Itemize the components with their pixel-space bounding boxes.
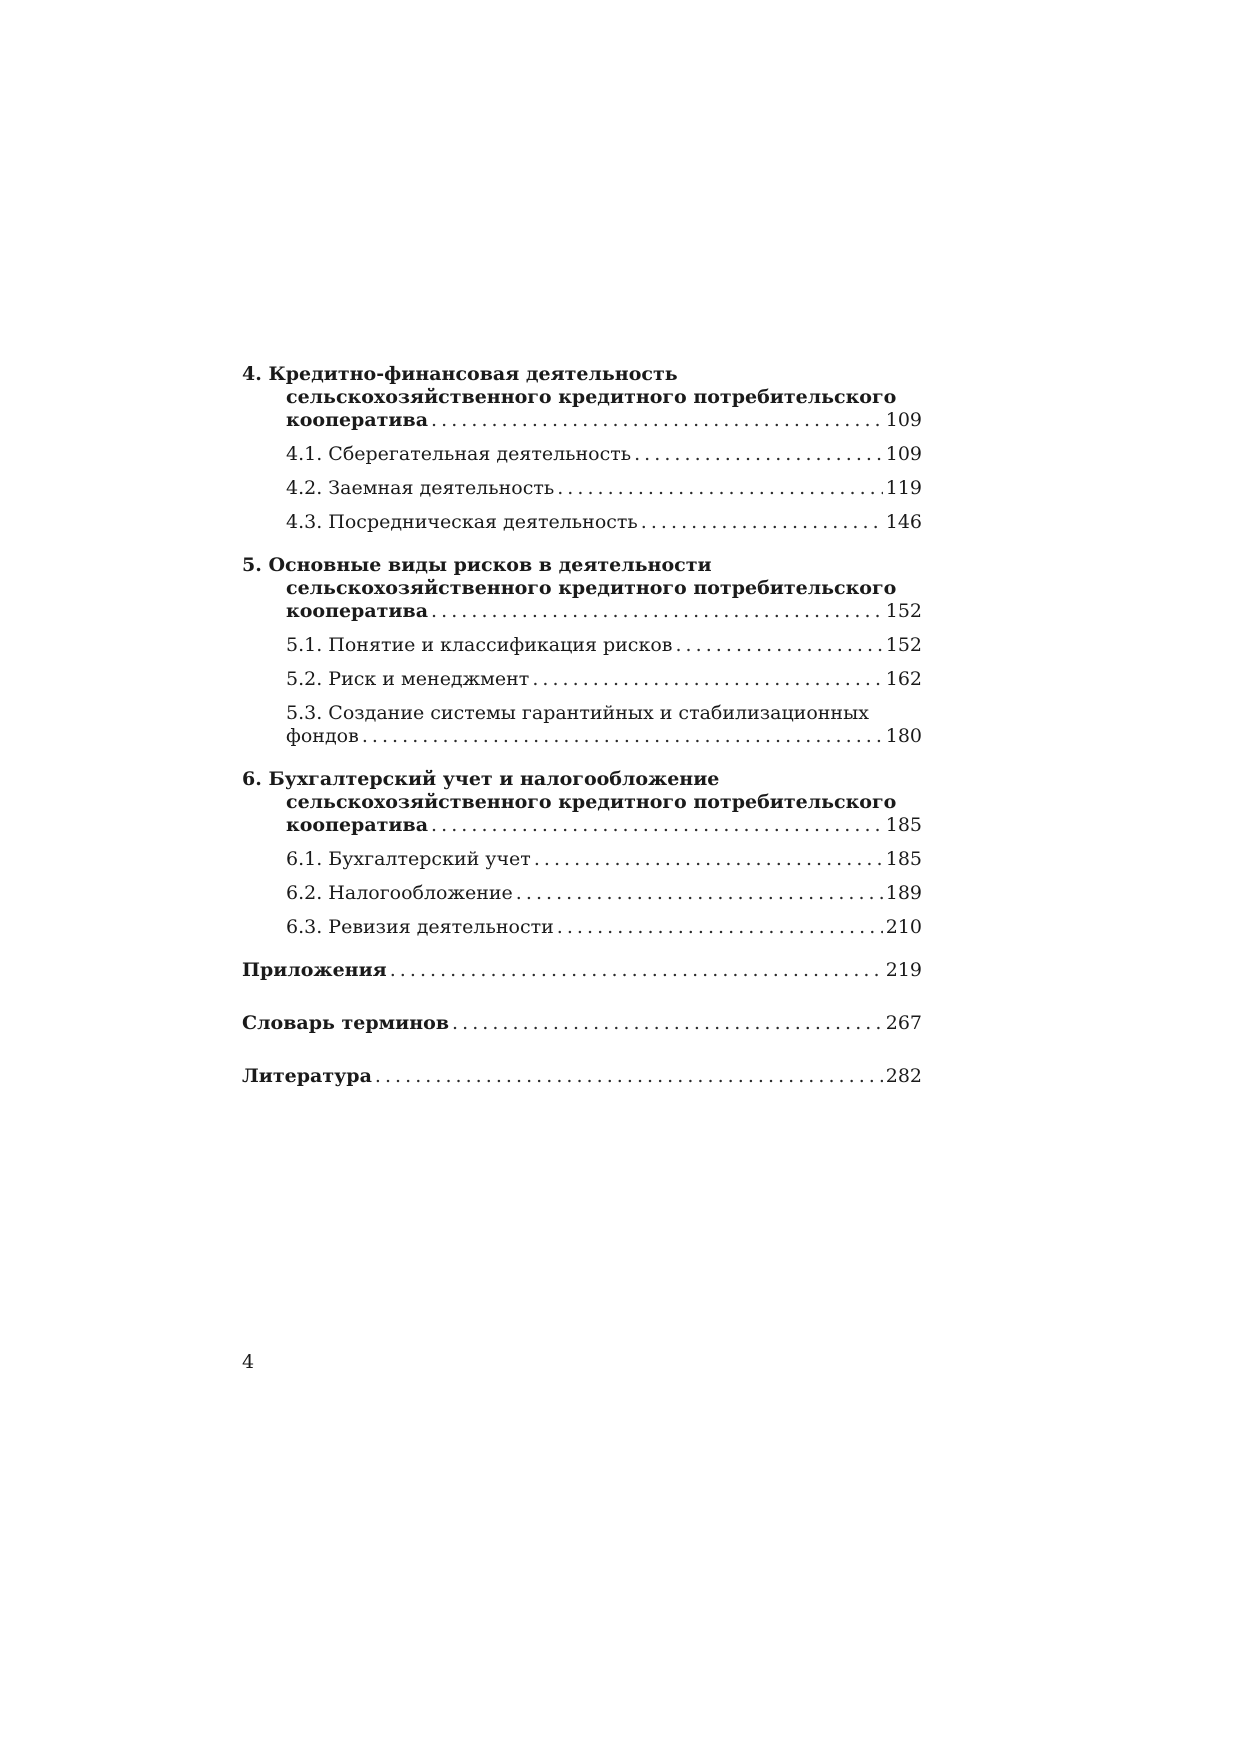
section-label: 5.1. Понятие и классификация рисков — [286, 634, 673, 656]
dot-leader — [557, 477, 883, 500]
dot-leader — [557, 916, 883, 939]
toc-section-entry[interactable] — [242, 882, 922, 905]
chapter-title-line: сельскохозяйственного кредитного потребительского — [286, 386, 897, 408]
table-of-contents — [242, 363, 922, 1118]
page-ref: 152 — [885, 634, 922, 656]
chapter-title — [242, 768, 922, 837]
section-label: 4.3. Посредническая деятельность — [286, 511, 638, 533]
toc-chapter-5 — [242, 554, 922, 748]
toc-section-entry[interactable] — [242, 634, 922, 657]
section-label: 6.1. Бухгалтерский учет — [286, 848, 531, 870]
chapter-title-line: сельскохозяйственного кредитного потребительского — [286, 791, 897, 813]
page-number: 4 — [242, 1351, 255, 1373]
toc-section-entry[interactable] — [242, 477, 922, 500]
toc-entry-line[interactable] — [242, 600, 922, 623]
toc-section-entry[interactable] — [242, 702, 922, 748]
dot-leader — [375, 1065, 883, 1088]
chapter-title-line: кооператива — [286, 409, 429, 431]
toc-glossary-entry[interactable] — [242, 1012, 922, 1035]
page-ref: 185 — [885, 848, 922, 870]
dot-leader — [641, 511, 883, 534]
dot-leader — [431, 409, 883, 432]
toc-chapter-4 — [242, 363, 922, 534]
section-label: 5.2. Риск и менеджмент — [286, 668, 530, 690]
toc-section-entry[interactable] — [242, 848, 922, 871]
toc-entry-line — [286, 725, 922, 748]
chapter-title-line: 6. Бухгалтерский учет и налогообложение — [242, 768, 720, 790]
page-ref: 109 — [885, 409, 922, 431]
dot-leader — [516, 882, 883, 905]
page-ref: 162 — [885, 668, 922, 690]
dot-leader — [675, 634, 882, 657]
chapter-title-line: кооператива — [286, 814, 429, 836]
entry-label: Словарь терминов — [242, 1012, 450, 1034]
toc-chapter-6 — [242, 768, 922, 939]
chapter-title-line: 4. Кредитно-финансовая деятельность — [242, 363, 678, 385]
section-label: 6.3. Ревизия деятельности — [286, 916, 554, 938]
toc-section-entry[interactable] — [242, 511, 922, 534]
section-list — [242, 848, 922, 939]
chapter-title-line: кооператива — [286, 600, 429, 622]
chapter-title-line: сельскохозяйственного кредитного потребительского — [286, 577, 897, 599]
toc-entry-line[interactable] — [242, 814, 922, 837]
section-label: 4.1. Сберегательная деятельность — [286, 443, 632, 465]
dot-leader — [534, 848, 883, 871]
page-ref: 152 — [885, 600, 922, 622]
page-ref: 189 — [885, 882, 922, 904]
page-ref: 109 — [885, 443, 922, 465]
section-label-line: 5.3. Создание системы гарантийных и стабилизационных — [286, 702, 869, 724]
dot-leader — [532, 668, 882, 691]
section-label: 4.2. Заемная деятельность — [286, 477, 555, 499]
section-list — [242, 443, 922, 534]
chapter-title-line: 5. Основные виды рисков в деятельности — [242, 554, 712, 576]
dot-leader — [452, 1012, 883, 1035]
toc-section-entry[interactable] — [242, 916, 922, 939]
chapter-title — [242, 554, 922, 623]
toc-section-entry[interactable] — [242, 668, 922, 691]
page-ref: 282 — [885, 1065, 922, 1087]
page-ref: 210 — [885, 916, 922, 938]
page-ref: 219 — [885, 959, 922, 981]
dot-leader — [390, 959, 883, 982]
section-list — [242, 634, 922, 748]
dot-leader — [431, 814, 883, 837]
toc-entry-line[interactable] — [242, 409, 922, 432]
toc-section-entry[interactable] — [242, 443, 922, 466]
dot-leader — [431, 600, 883, 623]
chapter-title — [242, 363, 922, 432]
page-ref: 267 — [885, 1012, 922, 1034]
toc-appendices-entry[interactable] — [242, 959, 922, 982]
dot-leader — [634, 443, 883, 466]
section-label: 6.2. Налогообложение — [286, 882, 513, 904]
dot-leader — [362, 725, 883, 748]
entry-label: Литература — [242, 1065, 372, 1087]
page-ref: 185 — [885, 814, 922, 836]
toc-literature-entry[interactable] — [242, 1065, 922, 1088]
page-ref: 180 — [885, 725, 922, 747]
page-ref: 119 — [885, 477, 922, 499]
entry-label: Приложения — [242, 959, 387, 981]
page-ref: 146 — [885, 511, 922, 533]
section-label: фондов — [286, 725, 359, 747]
